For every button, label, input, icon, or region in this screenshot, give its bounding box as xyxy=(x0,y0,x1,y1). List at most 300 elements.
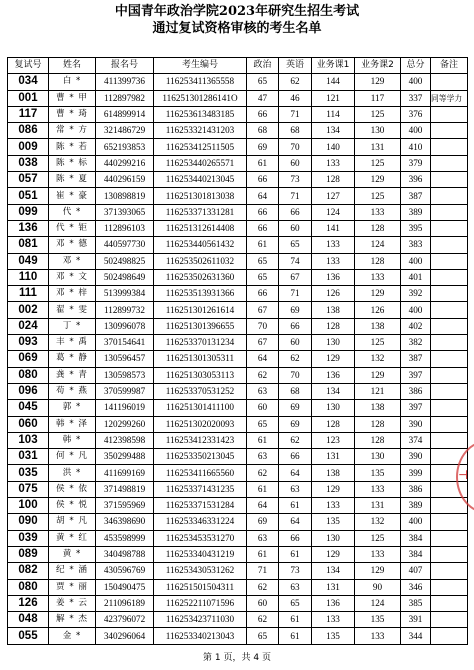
subject2-cell: 128 xyxy=(355,220,401,236)
registration-no-cell: 130996078 xyxy=(96,318,154,334)
name-cell: 侯 * 悦 xyxy=(49,498,96,514)
table-row xyxy=(8,514,468,530)
total-cell: 385 xyxy=(401,595,431,611)
exam-no-cell: 051 xyxy=(8,188,49,204)
table-row xyxy=(8,416,468,432)
table-row xyxy=(8,530,468,546)
subject2-cell: 132 xyxy=(355,514,401,530)
exam-no-cell: 009 xyxy=(8,139,49,155)
remark-cell xyxy=(431,220,468,236)
registration-no-cell: 120299260 xyxy=(96,416,154,432)
table-row xyxy=(8,579,468,595)
name-cell: 曹 * 甲 xyxy=(49,90,96,106)
candidate-no-cell: 116253423711030 xyxy=(154,612,247,628)
table-row xyxy=(8,90,468,106)
subject1-cell: 121 xyxy=(312,90,355,106)
remark-cell xyxy=(431,351,468,367)
english-cell: 61 xyxy=(279,498,312,514)
politics-cell: 64 xyxy=(247,498,279,514)
subject2-cell: 125 xyxy=(355,106,401,122)
politics-cell: 65 xyxy=(247,628,279,644)
english-cell: 60 xyxy=(279,220,312,236)
candidate-no-cell: 116251301396655 xyxy=(154,318,247,334)
registration-no-cell: 130596457 xyxy=(96,351,154,367)
subject2-cell: 129 xyxy=(355,74,401,90)
subject2-cell: 133 xyxy=(355,628,401,644)
registration-no-cell: 453598999 xyxy=(96,530,154,546)
candidate-no-cell: 116251302020093 xyxy=(154,416,247,432)
table-row xyxy=(8,204,468,220)
total-cell: 384 xyxy=(401,546,431,562)
document-subtitle: 通过复试资格审核的考生名单 xyxy=(152,21,322,36)
table-row xyxy=(8,367,468,383)
exam-no-cell: 048 xyxy=(8,612,49,628)
exam-no-cell: 090 xyxy=(8,514,49,530)
candidate-no-cell: 116251301411100 xyxy=(154,400,247,416)
politics-cell: 66 xyxy=(247,172,279,188)
name-cell: 韩 * 泽 xyxy=(49,416,96,432)
candidate-no-cell: 116253513931366 xyxy=(154,286,247,302)
candidate-no-cell: 116251312614408 xyxy=(154,220,247,236)
registration-no-cell: 371498819 xyxy=(96,481,154,497)
subject2-cell: 129 xyxy=(355,286,401,302)
registration-no-cell: 423796072 xyxy=(96,612,154,628)
subject2-cell: 117 xyxy=(355,90,401,106)
registration-no-cell: 411699169 xyxy=(96,465,154,481)
registration-no-cell: 371393065 xyxy=(96,204,154,220)
total-cell: 383 xyxy=(401,237,431,253)
remark-cell xyxy=(431,318,468,334)
english-cell: 71 xyxy=(279,188,312,204)
header-name: 姓名 xyxy=(49,58,96,74)
name-cell: 常 * 方 xyxy=(49,123,96,139)
politics-cell: 47 xyxy=(247,90,279,106)
candidate-no-cell: 116253412511505 xyxy=(154,139,247,155)
english-cell: 65 xyxy=(279,237,312,253)
total-cell: 400 xyxy=(401,514,431,530)
header-subject1: 业务课1 xyxy=(312,58,355,74)
table-row xyxy=(8,432,468,448)
name-cell: 苟 * 燕 xyxy=(49,383,96,399)
politics-cell: 62 xyxy=(247,465,279,481)
politics-cell: 70 xyxy=(247,318,279,334)
name-cell: 金 * xyxy=(49,628,96,644)
subject1-cell: 140 xyxy=(312,139,355,155)
politics-cell: 61 xyxy=(247,432,279,448)
total-cell: 397 xyxy=(401,367,431,383)
table-row xyxy=(8,465,468,481)
subject2-cell: 126 xyxy=(355,302,401,318)
total-cell: 402 xyxy=(401,318,431,334)
registration-no-cell: 430596769 xyxy=(96,563,154,579)
english-cell: 73 xyxy=(279,563,312,579)
header-candidate-no: 考生编号 xyxy=(154,58,247,74)
subject1-cell: 127 xyxy=(312,188,355,204)
remark-cell xyxy=(431,546,468,562)
name-cell: 陈 * 标 xyxy=(49,155,96,171)
exam-no-cell: 055 xyxy=(8,628,49,644)
name-cell: 姜 * 云 xyxy=(49,595,96,611)
subject1-cell: 130 xyxy=(312,335,355,351)
english-cell: 61 xyxy=(279,612,312,628)
table-row xyxy=(8,318,468,334)
candidate-no-cell: 116253346331224 xyxy=(154,514,247,530)
exam-no-cell: 103 xyxy=(8,432,49,448)
candidate-no-cell: 116252211071596 xyxy=(154,595,247,611)
candidate-no-cell: 116253321431203 xyxy=(154,123,247,139)
registration-no-cell: 141196019 xyxy=(96,400,154,416)
table-row xyxy=(8,106,468,122)
english-cell: 69 xyxy=(279,400,312,416)
politics-cell: 60 xyxy=(247,595,279,611)
politics-cell: 65 xyxy=(247,416,279,432)
subject1-cell: 130 xyxy=(312,400,355,416)
remark-cell xyxy=(431,253,468,269)
table-row xyxy=(8,400,468,416)
table-row xyxy=(8,498,468,514)
subject1-cell: 131 xyxy=(312,449,355,465)
subject2-cell: 128 xyxy=(355,416,401,432)
total-cell: 387 xyxy=(401,188,431,204)
total-cell: 390 xyxy=(401,416,431,432)
exam-no-cell: 001 xyxy=(8,90,49,106)
table-row xyxy=(8,383,468,399)
registration-no-cell: 112899732 xyxy=(96,302,154,318)
table-row xyxy=(8,237,468,253)
name-cell: 翟 * 雯 xyxy=(49,302,96,318)
total-cell: 379 xyxy=(401,155,431,171)
subject1-cell: 141 xyxy=(312,220,355,236)
document-title: 中国青年政治学院2023年研究生招生考试 xyxy=(114,4,360,19)
remark-cell xyxy=(431,204,468,220)
subject2-cell: 135 xyxy=(355,612,401,628)
name-cell: 韩 * xyxy=(49,432,96,448)
name-cell: 白 * xyxy=(49,74,96,90)
name-cell: 黄 * xyxy=(49,546,96,562)
exam-no-cell: 093 xyxy=(8,335,49,351)
registration-no-cell: 112896103 xyxy=(96,220,154,236)
english-cell: 66 xyxy=(279,449,312,465)
table-row xyxy=(8,155,468,171)
english-cell: 61 xyxy=(279,546,312,562)
english-cell: 69 xyxy=(279,302,312,318)
name-cell: 曹 * 琦 xyxy=(49,106,96,122)
subject1-cell: 128 xyxy=(312,172,355,188)
name-cell: 郭 * xyxy=(49,400,96,416)
remark-cell xyxy=(431,155,468,171)
subject1-cell: 135 xyxy=(312,628,355,644)
politics-cell: 65 xyxy=(247,253,279,269)
total-cell: 399 xyxy=(401,465,431,481)
name-cell: 纪 * 涵 xyxy=(49,563,96,579)
remark-cell xyxy=(431,302,468,318)
english-cell: 66 xyxy=(279,318,312,334)
candidate-no-cell: 116251301286141O xyxy=(154,90,247,106)
subject1-cell: 135 xyxy=(312,514,355,530)
name-cell: 胡 * 凡 xyxy=(49,514,96,530)
subject1-cell: 136 xyxy=(312,367,355,383)
registration-no-cell: 614899914 xyxy=(96,106,154,122)
subject2-cell: 133 xyxy=(355,546,401,562)
name-cell: 洪 * xyxy=(49,465,96,481)
subject2-cell: 132 xyxy=(355,351,401,367)
candidate-no-cell: 116253350213045 xyxy=(154,449,247,465)
table-row xyxy=(8,188,468,204)
table-row xyxy=(8,172,468,188)
english-cell: 62 xyxy=(279,432,312,448)
subject2-cell: 125 xyxy=(355,155,401,171)
subject1-cell: 124 xyxy=(312,204,355,220)
table-row xyxy=(8,546,468,562)
subject2-cell: 138 xyxy=(355,400,401,416)
total-cell: 397 xyxy=(401,400,431,416)
politics-cell: 63 xyxy=(247,383,279,399)
header-politics: 政治 xyxy=(247,58,279,74)
exam-no-cell: 049 xyxy=(8,253,49,269)
remark-cell xyxy=(431,563,468,579)
exam-no-cell: 081 xyxy=(8,237,49,253)
remark-cell xyxy=(431,628,468,644)
total-cell: 392 xyxy=(401,286,431,302)
registration-no-cell: 211096189 xyxy=(96,595,154,611)
remark-cell xyxy=(431,286,468,302)
subject1-cell: 129 xyxy=(312,481,355,497)
candidate-no-cell: 116251303053113 xyxy=(154,367,247,383)
name-cell: 邓 * 文 xyxy=(49,269,96,285)
header-subject2: 业务课2 xyxy=(355,58,401,74)
header-total: 总分 xyxy=(401,58,431,74)
politics-cell: 66 xyxy=(247,286,279,302)
english-cell: 63 xyxy=(279,579,312,595)
exam-no-cell: 024 xyxy=(8,318,49,334)
subject1-cell: 133 xyxy=(312,237,355,253)
exam-no-cell: 045 xyxy=(8,400,49,416)
table-row xyxy=(8,481,468,497)
remark-cell xyxy=(431,514,468,530)
politics-cell: 67 xyxy=(247,335,279,351)
remark-cell xyxy=(431,269,468,285)
subject2-cell: 129 xyxy=(355,367,401,383)
registration-no-cell: 130598573 xyxy=(96,367,154,383)
english-cell: 60 xyxy=(279,335,312,351)
politics-cell: 69 xyxy=(247,139,279,155)
candidate-no-cell: 116251301305311 xyxy=(154,351,247,367)
exam-no-cell: 069 xyxy=(8,351,49,367)
registration-no-cell: 411399736 xyxy=(96,74,154,90)
registration-no-cell: 112897982 xyxy=(96,90,154,106)
remark-cell xyxy=(431,74,468,90)
name-cell: 侯 * 依 xyxy=(49,481,96,497)
name-cell: 何 * 凡 xyxy=(49,449,96,465)
exam-no-cell: 039 xyxy=(8,530,49,546)
name-cell: 代 * xyxy=(49,204,96,220)
total-cell: 384 xyxy=(401,530,431,546)
name-cell: 丰 * 禹 xyxy=(49,335,96,351)
english-cell: 68 xyxy=(279,123,312,139)
subject1-cell: 134 xyxy=(312,123,355,139)
subject1-cell: 138 xyxy=(312,465,355,481)
candidate-no-cell: 116253613483185 xyxy=(154,106,247,122)
remark-cell xyxy=(431,106,468,122)
politics-cell: 60 xyxy=(247,400,279,416)
english-cell: 64 xyxy=(279,514,312,530)
exam-no-cell: 100 xyxy=(8,498,49,514)
english-cell: 70 xyxy=(279,139,312,155)
politics-cell: 62 xyxy=(247,612,279,628)
politics-cell: 64 xyxy=(247,351,279,367)
total-cell: 386 xyxy=(401,383,431,399)
exam-no-cell: 136 xyxy=(8,220,49,236)
subject1-cell: 130 xyxy=(312,530,355,546)
remark-cell xyxy=(431,612,468,628)
candidate-no-cell: 116253502611032 xyxy=(154,253,247,269)
subject1-cell: 133 xyxy=(312,155,355,171)
candidate-no-cell: 116253453531270 xyxy=(154,530,247,546)
name-cell: 解 * 杰 xyxy=(49,612,96,628)
exam-no-cell: 082 xyxy=(8,563,49,579)
total-cell: 389 xyxy=(401,204,431,220)
remark-cell xyxy=(431,237,468,253)
subject1-cell: 144 xyxy=(312,74,355,90)
total-cell: 390 xyxy=(401,449,431,465)
candidate-no-cell: 116253440561432 xyxy=(154,237,247,253)
subject1-cell: 138 xyxy=(312,302,355,318)
page-number: 第 1 页，共 4 页 xyxy=(203,653,271,663)
table-row xyxy=(8,628,468,644)
remark-cell xyxy=(431,432,468,448)
exam-no-cell: 096 xyxy=(8,383,49,399)
subject1-cell: 134 xyxy=(312,383,355,399)
total-cell: 407 xyxy=(401,563,431,579)
exam-no-cell: 034 xyxy=(8,74,49,90)
subject1-cell: 128 xyxy=(312,318,355,334)
table-row xyxy=(8,351,468,367)
candidate-no-cell: 116253340213043 xyxy=(154,628,247,644)
remark-cell xyxy=(431,383,468,399)
name-cell: 葛 * 静 xyxy=(49,351,96,367)
politics-cell: 66 xyxy=(247,220,279,236)
total-cell: 389 xyxy=(401,498,431,514)
candidate-no-cell: 116253371431235 xyxy=(154,481,247,497)
registration-no-cell: 440299216 xyxy=(96,155,154,171)
total-cell: 344 xyxy=(401,628,431,644)
politics-cell: 62 xyxy=(247,579,279,595)
candidate-table xyxy=(7,57,468,645)
subject1-cell: 134 xyxy=(312,563,355,579)
english-cell: 62 xyxy=(279,74,312,90)
header-registration-no: 报名号 xyxy=(96,58,154,74)
total-cell: 395 xyxy=(401,220,431,236)
exam-no-cell: 117 xyxy=(8,106,49,122)
table-row xyxy=(8,302,468,318)
subject2-cell: 128 xyxy=(355,432,401,448)
subject1-cell: 129 xyxy=(312,351,355,367)
registration-no-cell: 652193853 xyxy=(96,139,154,155)
subject2-cell: 125 xyxy=(355,530,401,546)
remark-cell xyxy=(431,367,468,383)
remark-cell xyxy=(431,530,468,546)
politics-cell: 61 xyxy=(247,237,279,253)
name-cell: 邓 * xyxy=(49,253,96,269)
remark-cell xyxy=(431,335,468,351)
registration-no-cell: 321486729 xyxy=(96,123,154,139)
registration-no-cell: 346398690 xyxy=(96,514,154,530)
english-cell: 63 xyxy=(279,481,312,497)
subject1-cell: 136 xyxy=(312,269,355,285)
name-cell: 龚 * 青 xyxy=(49,367,96,383)
header-remark: 备注 xyxy=(431,58,468,74)
total-cell: 374 xyxy=(401,432,431,448)
english-cell: 60 xyxy=(279,155,312,171)
subject1-cell: 133 xyxy=(312,253,355,269)
total-cell: 346 xyxy=(401,579,431,595)
english-cell: 46 xyxy=(279,90,312,106)
table-row xyxy=(8,449,468,465)
table-row xyxy=(8,595,468,611)
remark-cell xyxy=(431,416,468,432)
subject2-cell: 129 xyxy=(355,172,401,188)
remark-cell xyxy=(431,139,468,155)
english-cell: 68 xyxy=(279,383,312,399)
name-cell: 黄 * 红 xyxy=(49,530,96,546)
politics-cell: 61 xyxy=(247,546,279,562)
politics-cell: 64 xyxy=(247,188,279,204)
name-cell: 邓 * 德 xyxy=(49,237,96,253)
name-cell: 陈 * 若 xyxy=(49,139,96,155)
remark-cell xyxy=(431,595,468,611)
registration-no-cell: 412398598 xyxy=(96,432,154,448)
registration-no-cell: 371595969 xyxy=(96,498,154,514)
total-cell: 401 xyxy=(401,269,431,285)
exam-no-cell: 080 xyxy=(8,579,49,595)
candidate-no-cell: 116253412331423 xyxy=(154,432,247,448)
english-cell: 65 xyxy=(279,595,312,611)
politics-cell: 63 xyxy=(247,449,279,465)
remark-cell xyxy=(431,172,468,188)
exam-no-cell: 057 xyxy=(8,172,49,188)
remark-cell xyxy=(431,579,468,595)
table-row xyxy=(8,563,468,579)
registration-no-cell: 440296159 xyxy=(96,172,154,188)
registration-no-cell: 130898819 xyxy=(96,188,154,204)
remark-cell xyxy=(431,123,468,139)
registration-no-cell: 340296064 xyxy=(96,628,154,644)
exam-no-cell: 060 xyxy=(8,416,49,432)
politics-cell: 61 xyxy=(247,155,279,171)
subject2-cell: 128 xyxy=(355,253,401,269)
table-row xyxy=(8,253,468,269)
exam-no-cell: 035 xyxy=(8,465,49,481)
subject1-cell: 128 xyxy=(312,416,355,432)
subject1-cell: 114 xyxy=(312,106,355,122)
subject2-cell: 130 xyxy=(355,449,401,465)
total-cell: 376 xyxy=(401,106,431,122)
registration-no-cell: 440597730 xyxy=(96,237,154,253)
candidate-no-cell: 116253411365558 xyxy=(154,74,247,90)
table-row xyxy=(8,335,468,351)
header-english: 英语 xyxy=(279,58,312,74)
registration-no-cell: 340498788 xyxy=(96,546,154,562)
remark-cell xyxy=(431,400,468,416)
politics-cell: 67 xyxy=(247,302,279,318)
registration-no-cell: 502498825 xyxy=(96,253,154,269)
exam-no-cell: 126 xyxy=(8,595,49,611)
english-cell: 70 xyxy=(279,367,312,383)
registration-no-cell: 370599987 xyxy=(96,383,154,399)
exam-no-cell: 086 xyxy=(8,123,49,139)
subject1-cell: 131 xyxy=(312,579,355,595)
total-cell: 400 xyxy=(401,253,431,269)
